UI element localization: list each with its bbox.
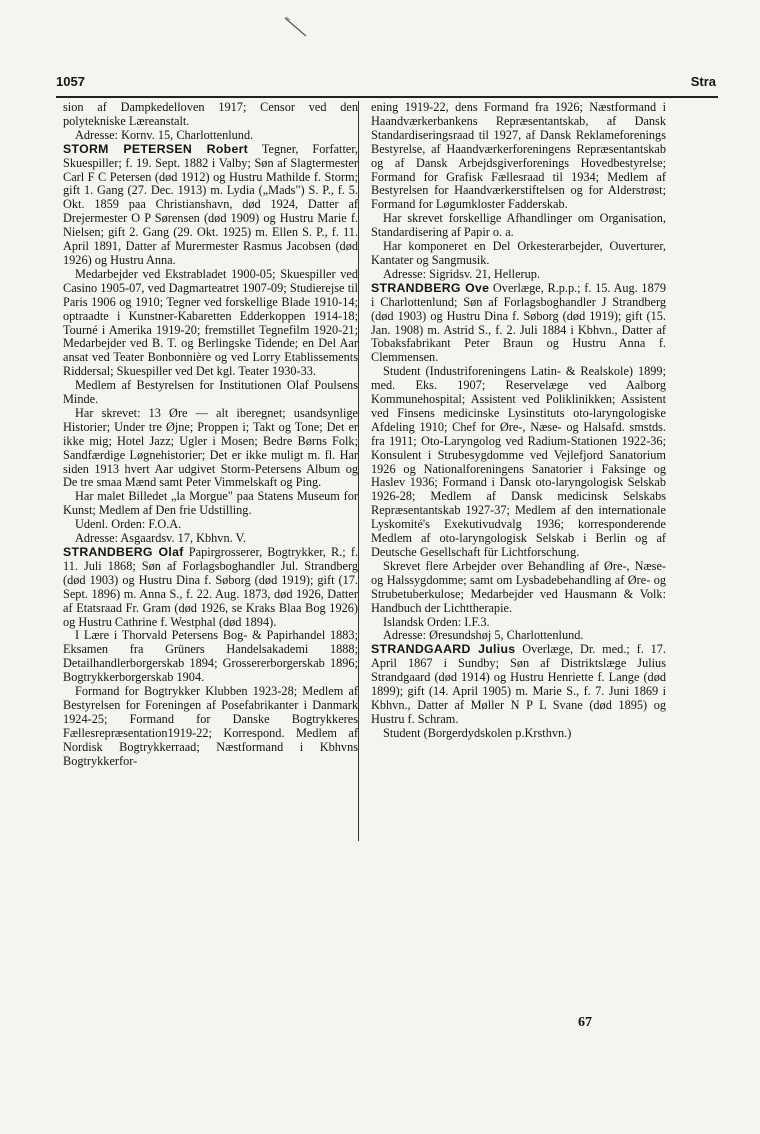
entry-name: STRANDGAARD Julius — [371, 642, 516, 657]
entry-paragraph: Skrevet flere Arbejder over Behandling af Øre-, Næse- og Halssygdomme; samt om Lysbadebehandling af Øre- og Strubetuberkulose; Medarbejder ved Hausmann & Volk: Handbuch der Lichttherapie. — [371, 558, 666, 615]
address-line: Adresse: Kornv. 15, Charlottenlund. — [75, 127, 254, 142]
running-head: Stra — [690, 74, 716, 89]
entry-paragraph: Har skrevet forskellige Afhandlinger om Organisation, Standardisering af Papir o. a. — [371, 211, 666, 240]
biography-entry: STRANDBERG Olaf Papirgrosserer, Bogtrykker, R.; f. 11. Juli 1868; Søn af Forlagsboghandler Jul. Strandberg (død 1903) og Hustru Dina f. Søborg (død 1919); gift (17. Sept. 1896) m. Anna S., f. 22. Aug. 1873, død 1926, Datter af Etatsraad Fr. Gram (død 1926, se Kraks Blaa Bog 1926) og Hustru Cathrine f. Westphal (død 1894). — [63, 545, 358, 629]
address-line: Adresse: Øresundshøj 5, Charlottenlund. — [383, 628, 584, 643]
entry-paragraph: Formand for Bogtrykker Klubben 1923-28; Medlem af Bestyrelsen for Foreningen af Posefabrikanter i Danmark 1924-25; Formand for Danske Bogtrykkeres Fællesrepræsentation1919-22; Korrespond. Medlem af Nordisk Bogtrykkerraad; Næstformand i Kbhvns Bogtrykkerfor- — [63, 684, 358, 768]
address-line: Adresse: Asgaardsv. 17, Kbhvn. V. — [75, 531, 246, 546]
folio-number: 67 — [578, 1015, 592, 1030]
entry-continuation: ening 1919-22, dens Formand fra 1926; Næstformand i Haandværkerbankens Repræsentantskab, af Dansk Standardiseringsraad til 1927, af Dansk Reklameforenings Bestyrelse, af Haandværkerforeningens Repræsentantskab og af Dansk Arbejdsgiverforenings Hovedbestyrelse; Formand for Grafisk Fællesraad til 1934; Medlem af Bestyrelsen for Haandværkerstiftelsen og for Alderstrøst; Formand for Løgumkloster Fadderskab. — [371, 101, 666, 212]
entry-paragraph: Medarbejder ved Ekstrabladet 1900-05; Skuespiller ved Casino 1905-07, ved Dagmarteatret 1907-09; Studierejse til Paris 1906 og 1910; Tegner ved forskellige Blade 1910-14; optraadte i Kunstner-Kabaretten Edderkoppen 1914-18; Tourné i Amerika 1919-20; fremstillet Tegnefilm 1920-21; Medarbejder ved B. T. og Berlingske Tidende; en Del Aar ansat ved Teater Bonbonnière og ved Lorry Etablissements Riddersal; Skuespiller ved Det kgl. Teater 1930-33. — [63, 266, 358, 379]
address-line: Adresse: Sigridsv. 21, Hellerup. — [383, 266, 540, 281]
orders-line: Udenl. Orden: F.O.A. — [75, 517, 182, 532]
entry-paragraph: Har skrevet: 13 Øre — alt iberegnet; usandsynlige Historier; Under tre Øjne; Proppen i; Takt og Tone; Det er ikke mig; Hotel Jazz; Ugler i Mosen; Bedre Børns Folk; Sandfærdige Løgnehistorier; Det er ikke muligt m. fl. Har siden 1913 hvert Aar udgivet Storm-Petersens Album og De tre smaa Mænd samt Peter Vimmelskaft og Ping. — [63, 405, 358, 490]
entry-name: STORM PETERSEN Robert — [63, 141, 249, 156]
right-column — [371, 101, 666, 1101]
header-rule — [56, 96, 718, 98]
orders-line: Islandsk Orden: I.F.3. — [383, 614, 490, 629]
entry-paragraph: Har komponeret en Del Orkesterarbejder, Ouverturer, Kantater og Sangmusik. — [371, 239, 666, 267]
page-number: 1057 — [56, 74, 85, 89]
scan-mark-icon — [284, 16, 308, 38]
entry-paragraph: I Lære i Thorvald Petersens Bog- & Papirhandel 1883; Eksamen fra Grüners Handelsakademi 1888; Detailhandlerborgerskab 1894; Grossererborgerskab 1896; Bogtrykkerborgerskab 1904. — [63, 628, 358, 685]
entry-paragraph: Student (Borgerdydskolen p.Krsthvn.) — [383, 725, 572, 740]
page-header — [56, 74, 716, 94]
entry-name: STRANDBERG Olaf — [63, 545, 184, 559]
biography-entry: STRANDGAARD Julius Overlæge, Dr. med.; f. 17. April 1867 i Sundby; Søn af Distriktslæge Julius Strandgaard (død 1914) og Hustru Henriette f. Lange (død 1899); gift (14. April 1905) m. Marie S., f. 7. Juni 1869 i Kbhvn., Datter af Møller N P L Svane (død 1895) og Hustru f. Schram. — [371, 642, 666, 726]
biography-entry: STORM PETERSEN Robert Tegner, Forfatter, Skuespiller; f. 19. Sept. 1882 i Valby; Søn af Slagtermester Carl F C Petersen (død 1912) og Hustru Mathilde f. Storm; gift 1. Gang (27. Dec. 1913) m. Lydia („Mads") S. P., f. 5. Okt. 1859 paa Christianshavn, død 1924, Datter af Drejermester O P Sørensen (død 1909) og Hustru Marie f. Nielsen; gift 2. Gang (29. Okt. 1925) m. Ellen S. P., f. 11. April 1891, Datter af Murermester Rasmus Jacobsen (død 1926) og Hustru Anna. — [63, 141, 358, 267]
column-divider — [358, 101, 359, 841]
entry-paragraph: Medlem af Bestyrelsen for Institutionen Olaf Poulsens Minde. — [63, 378, 358, 407]
entry-paragraph: Student (Industriforeningens Latin- & Realskole) 1899; med. Eks. 1907; Reservelæge ved Aalborg Kommunehospital; Assistent ved Poliklinikken; Assistent ved Finsens medicinske Lysinstituts oto-laryngologiske Afdeling 1910; Chef for Øre-, Næse- og Halsafd. smstds. fra 1911; Oto-Laryngolog ved Radium-Stationen 1922-36; Konsulent i Strubesygdomme ved Vejlefjord Sanatorium 1926 og Nationalforeningens Sanatorier i Faksinge og Haslev 1936; Formand i Dansk oto-laryngologisk Selskab 1926-28; Medlem af Dansk medicinsk Selskabs Repræsentantskab 1927-37; Medlem af den internationale Lyskomité's Exekutivudvalg 1936; korresponderende Medlem af oto-laryngologisk Selskab i Berlin og af Deutsche Gesellschaft für Lichtforschung. — [371, 364, 666, 559]
entry-paragraph: Har malet Billedet „la Morgue" paa Statens Museum for Kunst; Medlem af Den frie Udstilling. — [63, 489, 358, 518]
biography-entry: STRANDBERG Ove Overlæge, R.p.p.; f. 15. Aug. 1879 i Charlottenlund; Søn af Forlagsboghandler J Strandberg (død 1903) og Hustru Dina f. Søborg (død 1919); gift (15. Jan. 1908) m. Astrid S., f. 2. Juli 1884 i Kbhvn., Datter af Tobaksfabrikant Peter Braun og Hustru Anna f. Clemmensen. — [371, 280, 666, 365]
left-column — [63, 101, 358, 1101]
entry-name: STRANDBERG Ove — [371, 280, 490, 295]
entry-continuation: sion af Dampkedelloven 1917; Censor ved den polytekniske Læreanstalt. — [63, 101, 358, 128]
